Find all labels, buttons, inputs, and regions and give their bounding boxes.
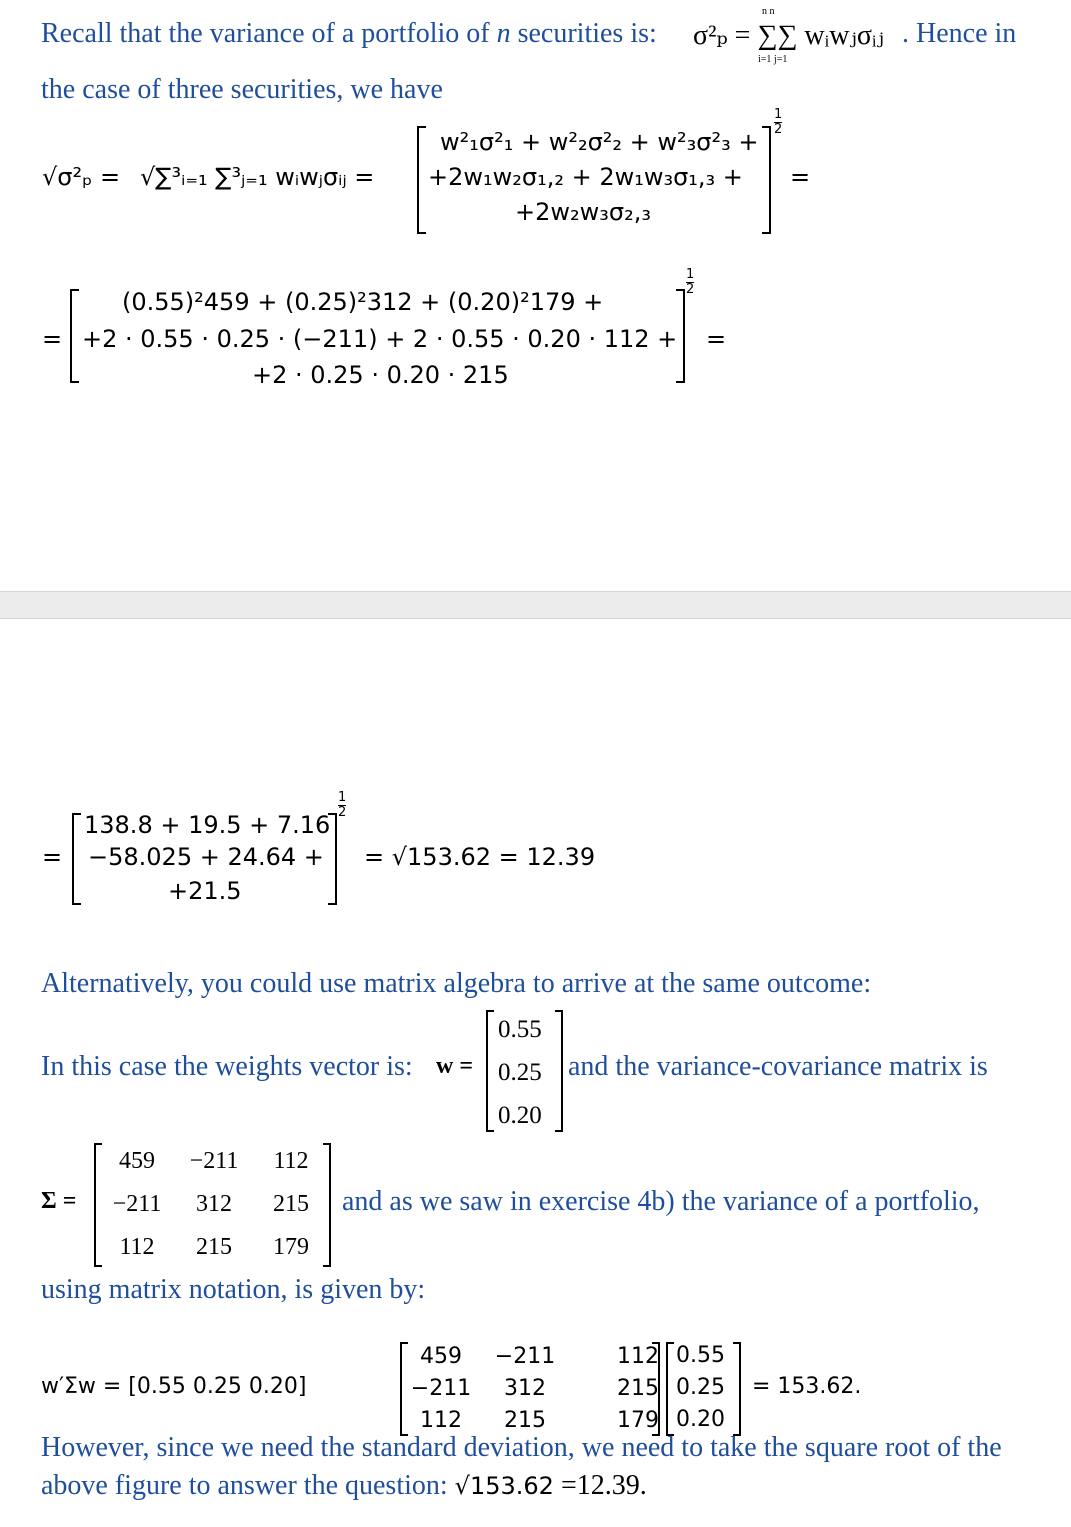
eq2-row-1: (0.55)²459 + (0.25)²312 + (0.20)²179 + xyxy=(122,288,604,316)
intro-variance-formula xyxy=(693,18,884,52)
sigma-label: Σ = xyxy=(41,1188,77,1214)
eq3-bracket-right xyxy=(328,813,337,905)
eq4-cov-cell: 312 xyxy=(504,1375,546,1401)
weights-vector xyxy=(498,1008,542,1137)
cov-cell: −211 xyxy=(189,1148,239,1174)
eq4-cov-cell: −211 xyxy=(410,1375,472,1401)
eq3-bracket-left xyxy=(72,813,81,905)
eq4-cov-cell: 112 xyxy=(617,1343,659,1369)
eq4-cov-cell: 179 xyxy=(617,1407,659,1433)
eq4-lhs: w′Σw = [0.55 0.25 0.20] xyxy=(41,1374,307,1399)
eq4-weight: 0.20 xyxy=(676,1407,725,1432)
cov-cell: 312 xyxy=(196,1191,232,1217)
eq4-cov-cell: 215 xyxy=(617,1375,659,1401)
eq2-row-2: +2 · 0.55 · 0.25 · (−211) + 2 · 0.55 · 0.20 · 112 + xyxy=(82,325,678,353)
eq2-tail: = xyxy=(706,325,727,353)
sigma-bracket-right xyxy=(323,1143,331,1267)
alt-line-1: Alternatively, you could use matrix algebra to arrive at the same outcome: xyxy=(41,968,872,999)
variance-formula: σ²ₚ = ∑∑ wᵢwⱼσᵢⱼ xyxy=(693,20,884,51)
eq4-cov-cell: −211 xyxy=(494,1343,556,1369)
eq1-row-1: w²₁σ²₁ + w²₂σ²₂ + w²₃σ²₃ + xyxy=(440,128,759,156)
cov-cell: −211 xyxy=(112,1191,162,1217)
weight-1: 0.55 xyxy=(498,1016,542,1043)
eq4-cov-cell: 215 xyxy=(504,1407,546,1433)
cov-cell: 112 xyxy=(273,1148,309,1174)
cov-text: and the variance-covariance matrix is xyxy=(568,1051,988,1082)
cov-cell: 215 xyxy=(273,1191,309,1217)
eq1-row-3: +2w₂w₃σ₂,₃ xyxy=(515,198,651,226)
eq3-row-1: 138.8 + 19.5 + 7.16 xyxy=(84,811,331,839)
eq4-weight: 0.55 xyxy=(676,1343,725,1368)
eq4-cov-bracket-right xyxy=(652,1342,660,1436)
page-separator xyxy=(0,591,1071,619)
sum-limits-bottom: i=1 j=1 xyxy=(758,54,788,65)
eq1-tail: = xyxy=(790,163,811,191)
eq4-cov-cell: 112 xyxy=(420,1407,462,1433)
intro-text-b: securities is: xyxy=(517,18,657,49)
eq1-row-2: +2w₁w₂σ₁,₂ + 2w₁w₃σ₁,₃ + xyxy=(428,163,743,191)
conclusion-sqrt: √153.62 xyxy=(454,1472,554,1500)
eq4-result: = 153.62. xyxy=(752,1374,862,1399)
conclusion-result: =12.39. xyxy=(560,1470,647,1501)
conclusion-text-a: above figure to answer the question: xyxy=(41,1470,448,1501)
weight-3: 0.20 xyxy=(498,1102,542,1129)
w-label: w = xyxy=(436,1053,474,1079)
cov-cell: 112 xyxy=(119,1234,155,1260)
eq1-bracket-left xyxy=(417,126,426,234)
conclusion-line-2 xyxy=(41,1470,647,1502)
eq3-lead: = xyxy=(42,843,63,871)
eq4-w-vector xyxy=(676,1340,725,1436)
cov-cell: 459 xyxy=(119,1148,155,1174)
intro-n: n xyxy=(496,18,511,49)
intro-line-2: the case of three securities, we have xyxy=(41,74,443,105)
eq1-lhs: √σ²ₚ = xyxy=(42,163,121,191)
cov-matrix xyxy=(100,1140,328,1269)
weight-2: 0.25 xyxy=(498,1059,542,1086)
intro-line-1 xyxy=(41,18,657,50)
eq2-bracket-left xyxy=(70,289,79,383)
eq4-w-bracket-right xyxy=(733,1342,741,1436)
conclusion-line-1: However, since we need the standard deviation, we need to take the square root of the xyxy=(41,1432,1002,1463)
eq3-exponent: 1 2 xyxy=(338,790,347,820)
eq4-cov-matrix xyxy=(404,1340,660,1436)
intro-text-a: Recall that the variance of a portfolio of xyxy=(41,18,490,49)
eq1-middle: √∑³ᵢ₌₁ ∑³ⱼ₌₁ wᵢwⱼσᵢⱼ = xyxy=(140,163,375,191)
sum-limits-top: n n xyxy=(762,6,775,17)
eq3-result: = √153.62 = 12.39 xyxy=(364,843,596,871)
eq2-row-3: +2 · 0.25 · 0.20 · 215 xyxy=(252,361,509,389)
eq4-w-bracket-left xyxy=(666,1342,674,1436)
eq3-row-3: +21.5 xyxy=(168,877,242,905)
eq2-lead: = xyxy=(42,325,63,353)
eq3-row-2: −58.025 + 24.64 + xyxy=(88,843,324,871)
eq2-exponent: 1 2 xyxy=(686,267,695,297)
eq4-weight: 0.25 xyxy=(676,1375,725,1400)
cov-cell: 179 xyxy=(273,1234,309,1260)
eq2-bracket-right xyxy=(676,289,685,383)
weights-bracket-left xyxy=(486,1010,494,1132)
matrix-note: using matrix notation, is given by: xyxy=(41,1274,426,1305)
eq4-cov-cell: 459 xyxy=(420,1343,462,1369)
eq1-exponent: 1 2 xyxy=(774,107,783,137)
after-sigma-text: and as we saw in exercise 4b) the variance of a portfolio, xyxy=(342,1186,980,1217)
intro-text-c: . Hence in xyxy=(902,18,1017,49)
weights-text: In this case the weights vector is: xyxy=(41,1051,413,1082)
weights-bracket-right xyxy=(555,1010,563,1132)
cov-cell: 215 xyxy=(196,1234,232,1260)
eq1-bracket-right xyxy=(762,126,771,234)
